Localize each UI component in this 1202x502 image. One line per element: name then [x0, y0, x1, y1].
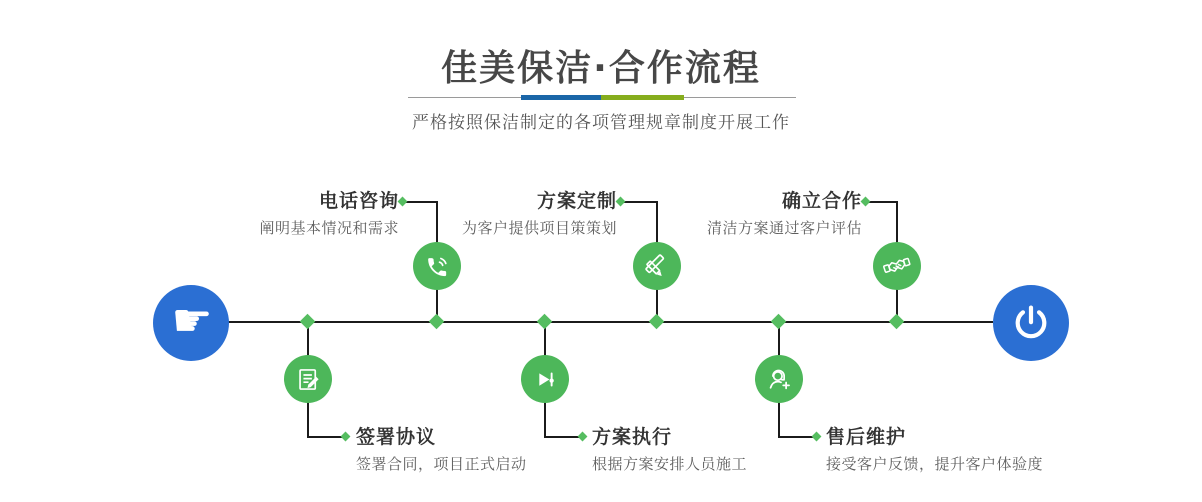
connector-line	[621, 201, 658, 203]
step-node-phone	[413, 242, 461, 290]
timeline-main-line	[227, 321, 993, 323]
timeline-diamond-marker	[771, 314, 787, 330]
label-diamond-marker	[398, 197, 408, 207]
connector-line	[403, 201, 438, 203]
process-end-node	[993, 285, 1069, 361]
pointing-hand-icon: ☛	[171, 293, 213, 347]
divider-accent-blue	[521, 95, 601, 100]
phone-icon	[424, 253, 451, 280]
timeline-diamond-marker	[649, 314, 665, 330]
step-title: 方案定制	[536, 190, 617, 212]
play-execute-icon	[532, 366, 559, 393]
step-label-execute	[592, 426, 747, 473]
label-diamond-marker	[578, 432, 588, 442]
step-title: 签署协议	[356, 426, 437, 448]
step-title: 方案执行	[592, 426, 673, 448]
step-subtitle: 清洁方案通过客户评估	[706, 219, 862, 237]
label-diamond-marker	[812, 432, 822, 442]
step-subtitle: 阐明基本情况和需求	[259, 219, 399, 237]
design-tools-icon	[644, 253, 671, 280]
step-label-contract	[356, 426, 527, 473]
step-node-support	[755, 355, 803, 403]
page-subtitle: 严格按照保洁制定的各项管理规章制度开展工作	[412, 113, 790, 133]
step-node-execute	[521, 355, 569, 403]
page-title: 佳美保洁·合作流程	[441, 48, 761, 89]
timeline-diamond-marker	[429, 314, 445, 330]
handshake-icon	[883, 252, 911, 280]
label-diamond-marker	[341, 432, 351, 442]
step-title: 电话咨询	[318, 190, 399, 212]
step-subtitle: 为客户提供项目策策划	[461, 219, 617, 237]
contract-sign-icon	[295, 366, 322, 393]
customer-service-icon	[765, 365, 793, 393]
timeline-diamond-marker	[300, 314, 316, 330]
step-node-handshake	[873, 242, 921, 290]
label-diamond-marker	[861, 197, 871, 207]
connector-line	[866, 201, 898, 203]
step-label-support	[826, 426, 1043, 473]
label-diamond-marker	[616, 197, 626, 207]
step-title: 确立合作	[781, 190, 862, 212]
step-label-cooperation	[707, 190, 862, 237]
step-node-design	[633, 242, 681, 290]
process-start-node	[153, 285, 229, 361]
step-subtitle: 接受客户反馈，提升客户体验度	[826, 455, 1044, 473]
step-label-phone	[259, 190, 399, 237]
step-subtitle: 签署合同，项目正式启动	[356, 455, 527, 473]
power-icon	[1010, 302, 1052, 344]
step-node-contract	[284, 355, 332, 403]
divider-accent-green	[601, 95, 684, 100]
step-label-design	[462, 190, 617, 237]
step-subtitle: 根据方案安排人员施工	[592, 455, 748, 473]
timeline-diamond-marker	[537, 314, 553, 330]
step-title: 售后维护	[826, 426, 907, 448]
timeline-diamond-marker	[889, 314, 905, 330]
